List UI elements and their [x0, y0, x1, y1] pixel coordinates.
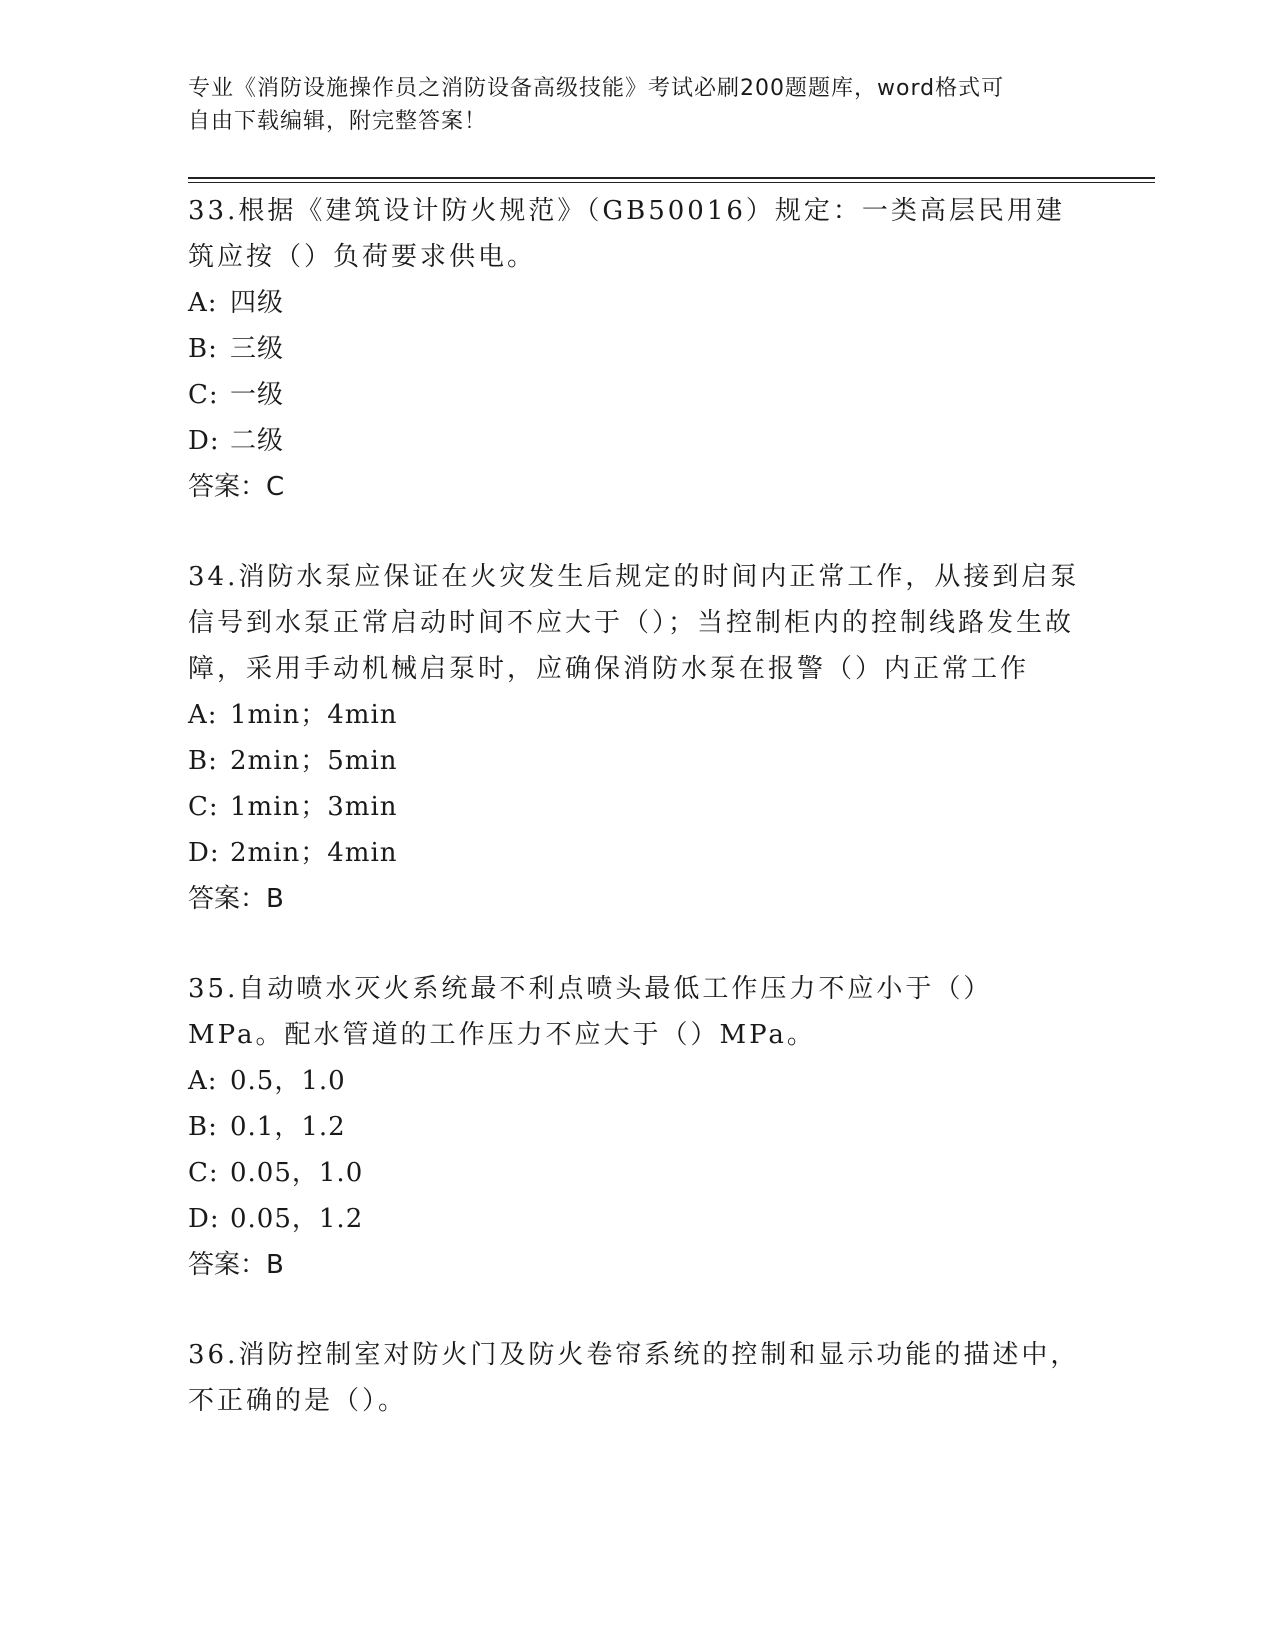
option-value: 1min；4min	[230, 700, 398, 730]
question-text: 35.自动喷水灭火系统最不利点喷头最低工作压力不应小于（）MPa。配水管道的工作压力不应大于（）MPa。	[188, 974, 993, 1050]
option-a	[188, 280, 1088, 326]
header-line-1: 专业《消防设施操作员之消防设备高级技能》考试必刷200题题库，word格式可	[188, 76, 1005, 101]
header-divider-thick	[188, 177, 1155, 179]
option-list	[188, 692, 1088, 876]
option-list	[188, 1058, 1088, 1242]
option-key: A:	[188, 288, 218, 318]
option-key: C:	[188, 1158, 219, 1188]
answer-line: 答案：B	[188, 884, 284, 914]
option-c	[188, 784, 1088, 830]
option-list	[188, 280, 1088, 464]
option-value: 四级	[230, 288, 285, 318]
option-key: B:	[188, 746, 218, 776]
header-line-2: 自由下载编辑，附完整答案！	[188, 109, 488, 134]
option-value: 0.05，1.2	[230, 1204, 364, 1234]
option-value: 一级	[230, 380, 285, 410]
option-key: C:	[188, 792, 219, 822]
option-key: B:	[188, 334, 218, 364]
option-c	[188, 1150, 1088, 1196]
option-key: D:	[188, 426, 220, 456]
question-text: 34.消防水泵应保证在火灾发生后规定的时间内正常工作，从接到启泵信号到水泵正常启动时间不应大于（）；当控制柜内的控制线路发生故障，采用手动机械启泵时，应确保消防水泵在报警（）内正常工作	[188, 562, 1080, 684]
question-35	[188, 966, 1088, 1288]
option-d	[188, 1196, 1088, 1242]
option-a	[188, 692, 1088, 738]
question-36	[188, 1332, 1088, 1424]
document-header	[188, 72, 1068, 138]
option-a	[188, 1058, 1088, 1104]
option-key: D:	[188, 838, 220, 868]
option-key: A:	[188, 700, 218, 730]
option-b	[188, 326, 1088, 372]
option-value: 1min；3min	[230, 792, 398, 822]
option-d	[188, 830, 1088, 876]
option-b	[188, 1104, 1088, 1150]
answer-line: 答案：B	[188, 1250, 284, 1280]
option-value: 二级	[230, 426, 285, 456]
option-value: 2min；5min	[230, 746, 398, 776]
option-d	[188, 418, 1088, 464]
option-value: 三级	[230, 334, 285, 364]
question-text: 36.消防控制室对防火门及防火卷帘系统的控制和显示功能的描述中，不正确的是（）。	[188, 1340, 1080, 1416]
option-key: C:	[188, 380, 219, 410]
option-value: 0.1，1.2	[230, 1112, 346, 1142]
option-key: B:	[188, 1112, 218, 1142]
option-value: 2min；4min	[230, 838, 398, 868]
answer-line: 答案：C	[188, 472, 285, 502]
question-list	[188, 188, 1088, 1468]
question-34	[188, 554, 1088, 922]
option-b	[188, 738, 1088, 784]
question-33	[188, 188, 1088, 510]
question-text: 33.根据《建筑设计防火规范》（GB50016）规定：一类高层民用建筑应按（）负荷要求供电。	[188, 196, 1065, 272]
option-key: A:	[188, 1066, 218, 1096]
option-c	[188, 372, 1088, 418]
option-value: 0.05，1.0	[230, 1158, 364, 1188]
header-divider-thin	[188, 182, 1155, 183]
option-value: 0.5，1.0	[230, 1066, 346, 1096]
option-key: D:	[188, 1204, 220, 1234]
